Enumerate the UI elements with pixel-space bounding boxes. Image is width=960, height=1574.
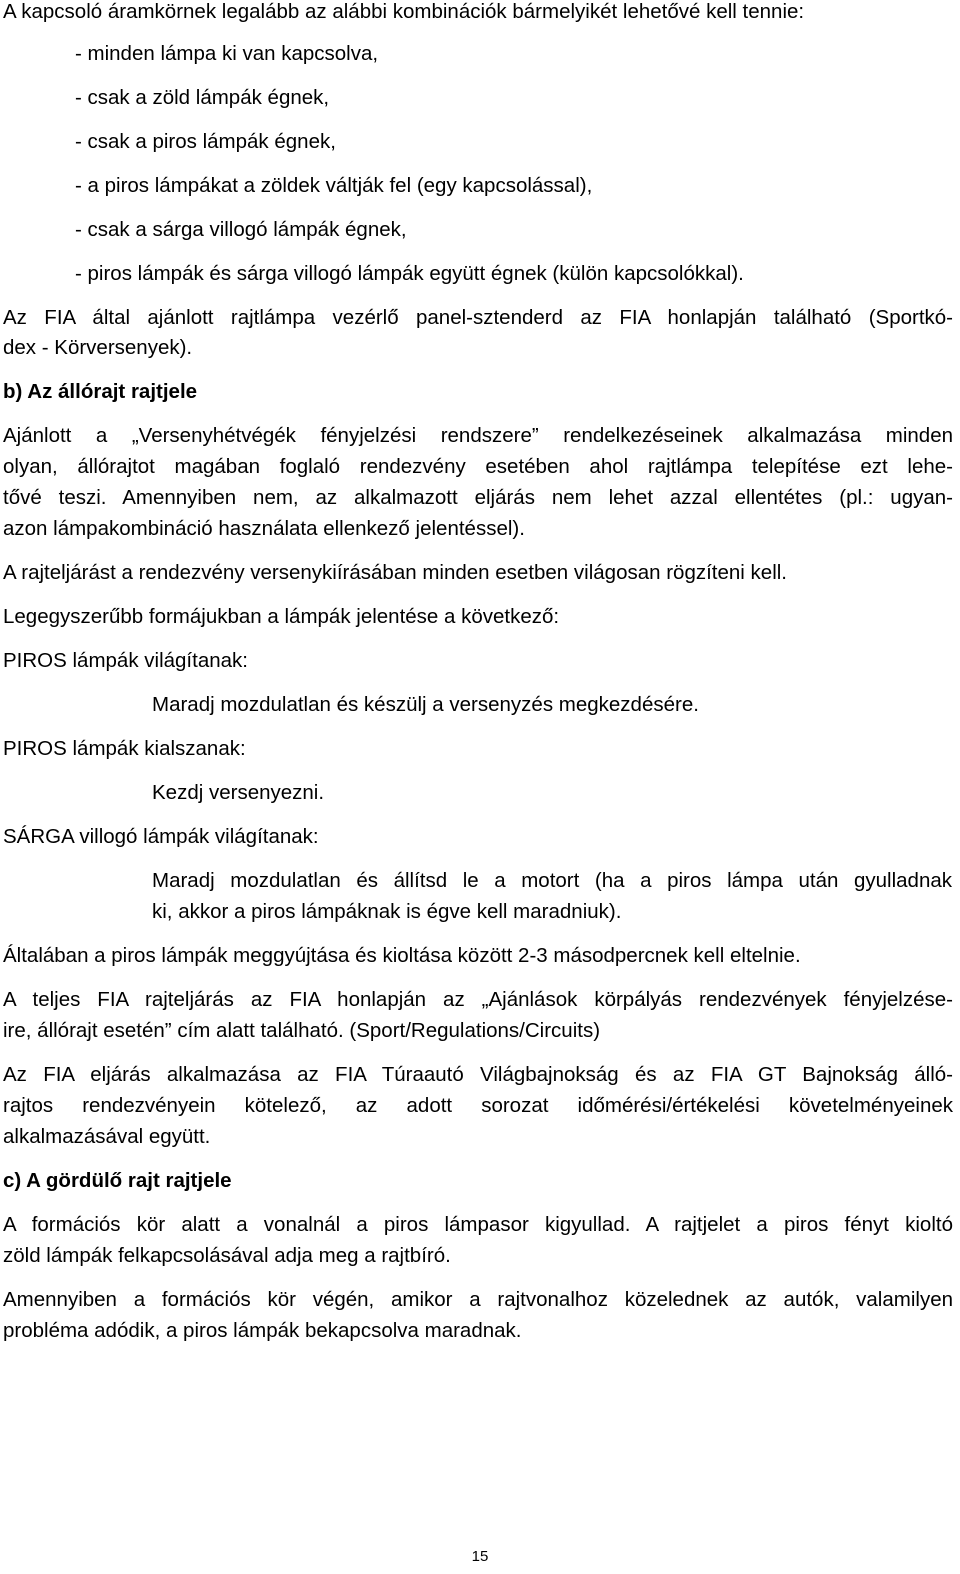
fia-panel-line: dex - Körversenyek).: [3, 336, 193, 359]
standing-start-line: azon lámpakombináció használata ellenkező jelentéssel).: [3, 517, 525, 540]
standing-start-line: olyan, állórajtot magában foglaló rendezvény esetében ahol rajtlámpa telepítése ezt lehe-: [3, 455, 953, 478]
procedure-paragraph: A rajteljárást a rendezvény versenykiírásában minden esetben világosan rögzíteni kell.: [3, 561, 787, 584]
red-on-label: PIROS lámpák világítanak:: [3, 649, 248, 672]
wtcc-line: rajtos rendezvényein kötelező, az adott sorozat időmérési/értékelési követelményeinek: [3, 1094, 953, 1117]
full-fia-line: ire, állórajt esetén” cím alatt található. (Sport/Regulations/Circuits): [3, 1019, 601, 1042]
wtcc-line: alkalmazásával együtt.: [3, 1125, 211, 1148]
full-fia-line: A teljes FIA rajteljárás az FIA honlapján az „Ajánlások körpályás rendezvények fényjelzése-: [3, 988, 953, 1011]
combination-item: - piros lámpák és sárga villogó lámpák együtt égnek (külön kapcsolókkal).: [75, 262, 744, 285]
standing-start-line: Ajánlott a „Versenyhétvégék fényjelzési rendszere” rendelkezéseinek alkalmazása minden: [3, 424, 953, 447]
red-off-label: PIROS lámpák kialszanak:: [3, 737, 246, 760]
wtcc-line: Az FIA eljárás alkalmazása az FIA Túraautó Világbajnokság és az FIA GT Bajnokság álló-: [3, 1063, 953, 1086]
red-off-meaning: Kezdj versenyezni.: [152, 781, 325, 804]
red-on-meaning: Maradj mozdulatlan és készülj a versenyzés megkezdésére.: [152, 693, 699, 716]
combination-item: - csak a sárga villogó lámpák égnek,: [75, 218, 407, 241]
yellow-label: SÁRGA villogó lámpák világítanak:: [3, 825, 319, 848]
timing-paragraph: Általában a piros lámpák meggyújtása és kioltása között 2-3 másodpercnek kell eltelnie.: [3, 944, 801, 967]
intro-paragraph: A kapcsoló áramkörnek legalább az alábbi kombinációk bármelyikét lehetővé kell tennie:: [3, 0, 805, 23]
rolling-problem-line: Amennyiben a formációs kör végén, amikor a rajtvonalhoz közelednek az autók, valamilyen: [3, 1288, 953, 1311]
rolling-start-line: A formációs kör alatt a vonalnál a piros lámpasor kigyullad. A rajtjelet a piros fényt kioltó: [3, 1213, 953, 1236]
section-heading-c: c) A gördülő rajt rajtjele: [3, 1169, 232, 1192]
combination-item: - a piros lámpákat a zöldek váltják fel (egy kapcsolással),: [75, 174, 593, 197]
fia-panel-line: Az FIA által ajánlott rajtlámpa vezérlő panel-sztenderd az FIA honlapján található (Sportkó-: [3, 306, 953, 329]
meaning-intro-paragraph: Legegyszerűbb formájukban a lámpák jelentése a következő:: [3, 605, 560, 628]
standing-start-line: tővé teszi. Amennyiben nem, az alkalmazott eljárás nem lehet azzal ellentétes (pl.: ugyan-: [3, 486, 953, 509]
rolling-problem-line: probléma adódik, a piros lámpák bekapcsolva maradnak.: [3, 1319, 522, 1342]
combination-item: - csak a piros lámpák égnek,: [75, 130, 336, 153]
page-number: 15: [471, 1548, 489, 1565]
combination-item: - minden lámpa ki van kapcsolva,: [75, 42, 379, 65]
section-heading-b: b) Az állórajt rajtjele: [3, 380, 198, 403]
rolling-start-line: zöld lámpák felkapcsolásával adja meg a rajtbíró.: [3, 1244, 451, 1267]
combination-item: - csak a zöld lámpák égnek,: [75, 86, 330, 109]
yellow-meaning-line: ki, akkor a piros lámpáknak is égve kell maradniuk).: [152, 900, 622, 923]
yellow-meaning-line: Maradj mozdulatlan és állítsd le a motort (ha a piros lámpa után gyulladnak: [152, 869, 952, 892]
